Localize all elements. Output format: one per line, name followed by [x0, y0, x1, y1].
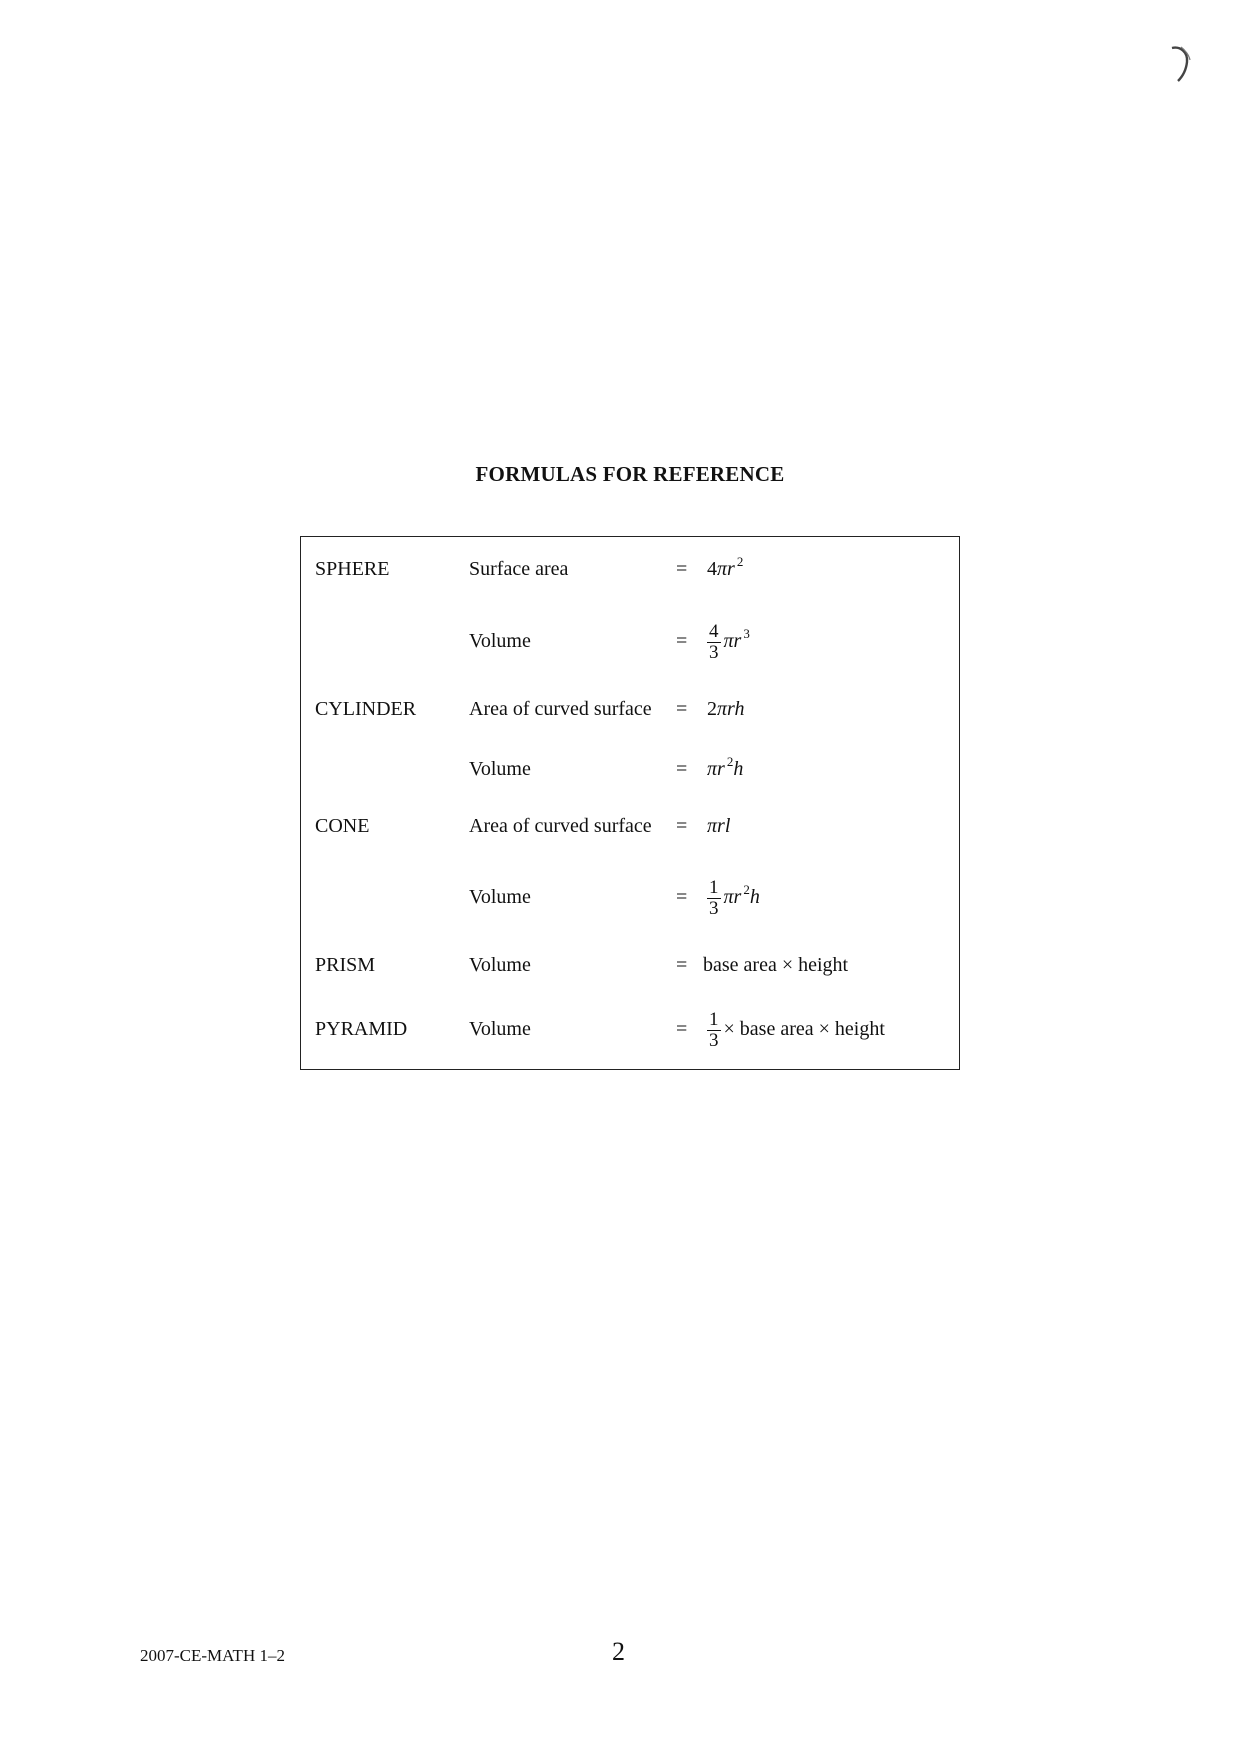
- pi-symbol: π: [717, 698, 728, 720]
- paper-code: 2007-CE-MATH 1–2: [140, 1646, 285, 1665]
- measure-label: Volume: [469, 1018, 531, 1040]
- variable: rl: [717, 815, 731, 837]
- measure-label: Volume: [469, 758, 531, 780]
- pi-symbol: π: [707, 815, 718, 837]
- measure-label: Volume: [469, 954, 531, 976]
- variable: r: [733, 886, 742, 908]
- fraction-denominator: 3: [709, 641, 719, 663]
- equals-sign: =: [676, 698, 688, 720]
- variable: r: [733, 630, 742, 652]
- fraction-numerator: 1: [709, 1008, 719, 1030]
- formula: [707, 865, 760, 929]
- page-number: 2: [612, 1637, 625, 1666]
- variable-tail: h: [749, 886, 760, 908]
- scan-mark: [1168, 44, 1194, 84]
- shape-label: PYRAMID: [315, 1018, 408, 1040]
- fraction-denominator: 3: [709, 897, 719, 919]
- exponent: 3: [743, 626, 750, 641]
- pi-symbol: π: [707, 758, 718, 780]
- variable: r: [727, 558, 735, 580]
- measure-label: Area of curved surface: [469, 698, 652, 720]
- equals-sign: =: [676, 630, 688, 652]
- equals-sign: =: [676, 1018, 688, 1040]
- equals-sign: =: [676, 954, 688, 976]
- fraction: [707, 622, 721, 663]
- shape-label: CONE: [315, 815, 370, 837]
- shape-label: SPHERE: [315, 558, 390, 580]
- equals-sign: =: [676, 758, 688, 780]
- shape-label: CYLINDER: [315, 698, 417, 720]
- equals-sign: =: [676, 886, 688, 908]
- variable: rh: [727, 698, 745, 720]
- formula: [707, 554, 744, 581]
- formula: [707, 697, 744, 721]
- equals-sign: =: [676, 815, 688, 837]
- variable: r: [717, 758, 725, 780]
- pi-symbol: π: [723, 886, 734, 908]
- exponent: 2: [736, 554, 744, 569]
- measure-label: Volume: [469, 886, 531, 908]
- equals-sign: =: [676, 558, 688, 580]
- measure-label: Volume: [469, 630, 531, 652]
- fraction-numerator: 1: [709, 876, 719, 898]
- page-title: FORMULAS FOR REFERENCE: [475, 462, 785, 486]
- formula: [707, 609, 750, 673]
- exponent: 2: [743, 882, 750, 897]
- fraction: [707, 1010, 721, 1051]
- formula: [707, 754, 744, 781]
- coefficient: 4: [707, 558, 717, 580]
- shape-label: PRISM: [315, 954, 376, 976]
- fraction-denominator: 3: [709, 1029, 719, 1051]
- fraction-numerator: 4: [709, 620, 719, 642]
- measure-label: Area of curved surface: [469, 815, 652, 837]
- measure-label: Surface area: [469, 558, 569, 580]
- formula-table: [300, 536, 960, 1070]
- pi-symbol: π: [723, 630, 734, 652]
- formula: [707, 997, 885, 1061]
- formula-text: × base area × height: [723, 1018, 885, 1040]
- formula: [707, 814, 730, 838]
- variable-tail: h: [733, 758, 744, 780]
- pi-symbol: π: [717, 558, 728, 580]
- coefficient: 2: [707, 698, 717, 720]
- fraction: [707, 878, 721, 919]
- formula-text: base area × height: [703, 954, 849, 976]
- exponent: 2: [726, 754, 734, 769]
